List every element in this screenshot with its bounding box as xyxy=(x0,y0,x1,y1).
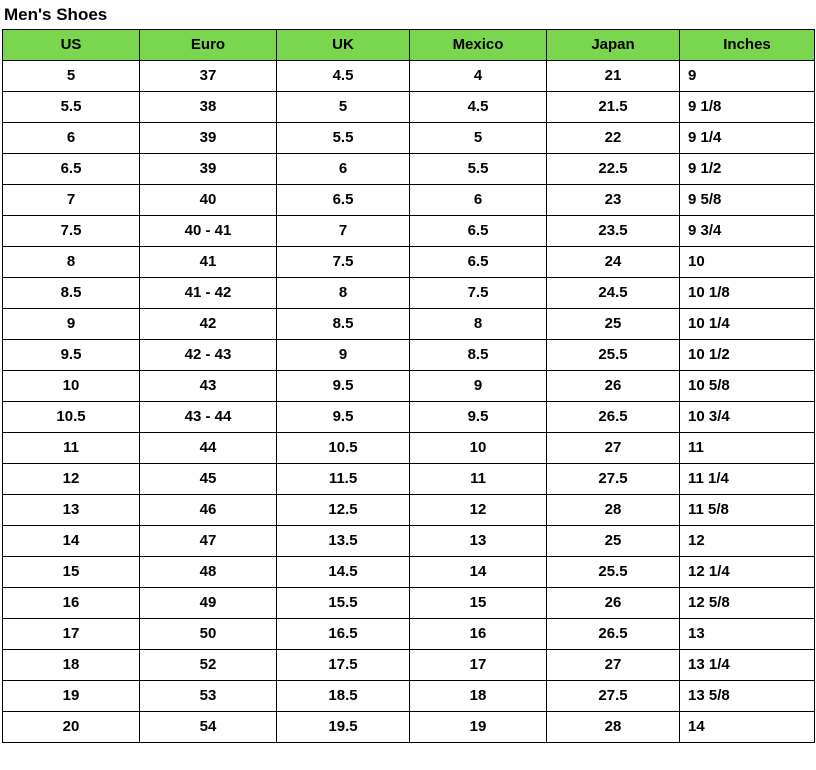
cell-euro: 45 xyxy=(140,464,277,495)
cell-uk: 7 xyxy=(277,216,410,247)
column-header-japan: Japan xyxy=(547,30,680,61)
cell-japan: 23 xyxy=(547,185,680,216)
cell-japan: 26 xyxy=(547,588,680,619)
cell-inches: 10 1/4 xyxy=(680,309,815,340)
table-row xyxy=(3,650,815,681)
cell-japan: 28 xyxy=(547,712,680,743)
cell-euro: 49 xyxy=(140,588,277,619)
table-row xyxy=(3,619,815,650)
table-row xyxy=(3,681,815,712)
cell-mexico: 5.5 xyxy=(410,154,547,185)
table-header xyxy=(3,30,815,61)
cell-japan: 23.5 xyxy=(547,216,680,247)
table-row xyxy=(3,433,815,464)
column-header-inches: Inches xyxy=(680,30,815,61)
cell-mexico: 11 xyxy=(410,464,547,495)
cell-uk: 5.5 xyxy=(277,123,410,154)
cell-mexico: 9.5 xyxy=(410,402,547,433)
cell-mexico: 12 xyxy=(410,495,547,526)
cell-inches: 14 xyxy=(680,712,815,743)
cell-euro: 41 xyxy=(140,247,277,278)
cell-mexico: 15 xyxy=(410,588,547,619)
cell-us: 19 xyxy=(3,681,140,712)
cell-japan: 22.5 xyxy=(547,154,680,185)
cell-japan: 25 xyxy=(547,309,680,340)
cell-euro: 37 xyxy=(140,61,277,92)
cell-japan: 24 xyxy=(547,247,680,278)
table-row xyxy=(3,340,815,371)
cell-uk: 6.5 xyxy=(277,185,410,216)
cell-inches: 11 1/4 xyxy=(680,464,815,495)
cell-euro: 47 xyxy=(140,526,277,557)
cell-euro: 39 xyxy=(140,154,277,185)
cell-us: 6.5 xyxy=(3,154,140,185)
cell-uk: 12.5 xyxy=(277,495,410,526)
cell-us: 10.5 xyxy=(3,402,140,433)
table-row xyxy=(3,371,815,402)
cell-euro: 46 xyxy=(140,495,277,526)
cell-us: 14 xyxy=(3,526,140,557)
cell-japan: 27 xyxy=(547,433,680,464)
cell-mexico: 5 xyxy=(410,123,547,154)
cell-mexico: 16 xyxy=(410,619,547,650)
cell-us: 8.5 xyxy=(3,278,140,309)
cell-uk: 16.5 xyxy=(277,619,410,650)
cell-mexico: 9 xyxy=(410,371,547,402)
cell-mexico: 4 xyxy=(410,61,547,92)
cell-uk: 6 xyxy=(277,154,410,185)
cell-euro: 44 xyxy=(140,433,277,464)
cell-us: 13 xyxy=(3,495,140,526)
table-row xyxy=(3,526,815,557)
cell-euro: 53 xyxy=(140,681,277,712)
table-header-row xyxy=(3,30,815,61)
cell-inches: 10 1/2 xyxy=(680,340,815,371)
cell-us: 9.5 xyxy=(3,340,140,371)
cell-uk: 17.5 xyxy=(277,650,410,681)
cell-uk: 9.5 xyxy=(277,402,410,433)
cell-inches: 13 5/8 xyxy=(680,681,815,712)
cell-japan: 26.5 xyxy=(547,619,680,650)
cell-us: 11 xyxy=(3,433,140,464)
cell-euro: 50 xyxy=(140,619,277,650)
table-row xyxy=(3,588,815,619)
column-header-uk: UK xyxy=(277,30,410,61)
cell-euro: 39 xyxy=(140,123,277,154)
cell-euro: 42 - 43 xyxy=(140,340,277,371)
cell-inches: 10 1/8 xyxy=(680,278,815,309)
cell-japan: 21 xyxy=(547,61,680,92)
cell-uk: 11.5 xyxy=(277,464,410,495)
cell-mexico: 19 xyxy=(410,712,547,743)
table-row xyxy=(3,216,815,247)
table-row xyxy=(3,557,815,588)
cell-euro: 40 - 41 xyxy=(140,216,277,247)
cell-mexico: 7.5 xyxy=(410,278,547,309)
cell-uk: 18.5 xyxy=(277,681,410,712)
cell-euro: 52 xyxy=(140,650,277,681)
cell-japan: 24.5 xyxy=(547,278,680,309)
cell-uk: 5 xyxy=(277,92,410,123)
column-header-euro: Euro xyxy=(140,30,277,61)
cell-mexico: 14 xyxy=(410,557,547,588)
cell-uk: 9 xyxy=(277,340,410,371)
cell-us: 17 xyxy=(3,619,140,650)
cell-euro: 42 xyxy=(140,309,277,340)
cell-uk: 7.5 xyxy=(277,247,410,278)
cell-euro: 54 xyxy=(140,712,277,743)
cell-inches: 11 xyxy=(680,433,815,464)
shoe-size-table xyxy=(2,29,815,743)
cell-uk: 10.5 xyxy=(277,433,410,464)
cell-us: 7 xyxy=(3,185,140,216)
cell-uk: 8 xyxy=(277,278,410,309)
cell-inches: 9 5/8 xyxy=(680,185,815,216)
cell-euro: 41 - 42 xyxy=(140,278,277,309)
table-row xyxy=(3,154,815,185)
cell-us: 15 xyxy=(3,557,140,588)
cell-euro: 38 xyxy=(140,92,277,123)
table-row xyxy=(3,495,815,526)
cell-mexico: 10 xyxy=(410,433,547,464)
cell-euro: 43 xyxy=(140,371,277,402)
cell-us: 8 xyxy=(3,247,140,278)
cell-mexico: 6 xyxy=(410,185,547,216)
cell-mexico: 8.5 xyxy=(410,340,547,371)
cell-inches: 9 3/4 xyxy=(680,216,815,247)
cell-uk: 8.5 xyxy=(277,309,410,340)
table-row xyxy=(3,123,815,154)
cell-inches: 10 3/4 xyxy=(680,402,815,433)
cell-mexico: 4.5 xyxy=(410,92,547,123)
cell-mexico: 17 xyxy=(410,650,547,681)
cell-us: 12 xyxy=(3,464,140,495)
table-body xyxy=(3,61,815,743)
cell-inches: 9 1/8 xyxy=(680,92,815,123)
cell-us: 6 xyxy=(3,123,140,154)
cell-uk: 15.5 xyxy=(277,588,410,619)
table-row xyxy=(3,464,815,495)
cell-inches: 12 5/8 xyxy=(680,588,815,619)
table-row xyxy=(3,402,815,433)
cell-japan: 25 xyxy=(547,526,680,557)
cell-euro: 40 xyxy=(140,185,277,216)
cell-us: 5.5 xyxy=(3,92,140,123)
cell-us: 10 xyxy=(3,371,140,402)
cell-uk: 19.5 xyxy=(277,712,410,743)
table-row xyxy=(3,185,815,216)
cell-japan: 26 xyxy=(547,371,680,402)
cell-uk: 4.5 xyxy=(277,61,410,92)
table-row xyxy=(3,61,815,92)
cell-us: 9 xyxy=(3,309,140,340)
table-row xyxy=(3,278,815,309)
cell-uk: 14.5 xyxy=(277,557,410,588)
cell-us: 7.5 xyxy=(3,216,140,247)
cell-inches: 13 1/4 xyxy=(680,650,815,681)
cell-euro: 43 - 44 xyxy=(140,402,277,433)
table-row xyxy=(3,712,815,743)
cell-mexico: 8 xyxy=(410,309,547,340)
cell-inches: 12 xyxy=(680,526,815,557)
cell-inches: 9 1/4 xyxy=(680,123,815,154)
cell-mexico: 6.5 xyxy=(410,216,547,247)
cell-euro: 48 xyxy=(140,557,277,588)
table-row xyxy=(3,309,815,340)
cell-us: 20 xyxy=(3,712,140,743)
cell-inches: 9 1/2 xyxy=(680,154,815,185)
cell-inches: 10 xyxy=(680,247,815,278)
cell-mexico: 18 xyxy=(410,681,547,712)
cell-inches: 9 xyxy=(680,61,815,92)
column-header-mexico: Mexico xyxy=(410,30,547,61)
table-row xyxy=(3,247,815,278)
cell-us: 5 xyxy=(3,61,140,92)
cell-inches: 13 xyxy=(680,619,815,650)
cell-japan: 26.5 xyxy=(547,402,680,433)
cell-uk: 13.5 xyxy=(277,526,410,557)
table-row xyxy=(3,92,815,123)
cell-mexico: 6.5 xyxy=(410,247,547,278)
cell-japan: 27 xyxy=(547,650,680,681)
cell-inches: 11 5/8 xyxy=(680,495,815,526)
column-header-us: US xyxy=(3,30,140,61)
cell-mexico: 13 xyxy=(410,526,547,557)
cell-us: 16 xyxy=(3,588,140,619)
cell-uk: 9.5 xyxy=(277,371,410,402)
cell-japan: 27.5 xyxy=(547,681,680,712)
cell-inches: 10 5/8 xyxy=(680,371,815,402)
cell-japan: 22 xyxy=(547,123,680,154)
page-title: Men's Shoes xyxy=(4,5,108,24)
cell-japan: 21.5 xyxy=(547,92,680,123)
cell-inches: 12 1/4 xyxy=(680,557,815,588)
cell-japan: 27.5 xyxy=(547,464,680,495)
cell-japan: 28 xyxy=(547,495,680,526)
cell-us: 18 xyxy=(3,650,140,681)
cell-japan: 25.5 xyxy=(547,557,680,588)
cell-japan: 25.5 xyxy=(547,340,680,371)
